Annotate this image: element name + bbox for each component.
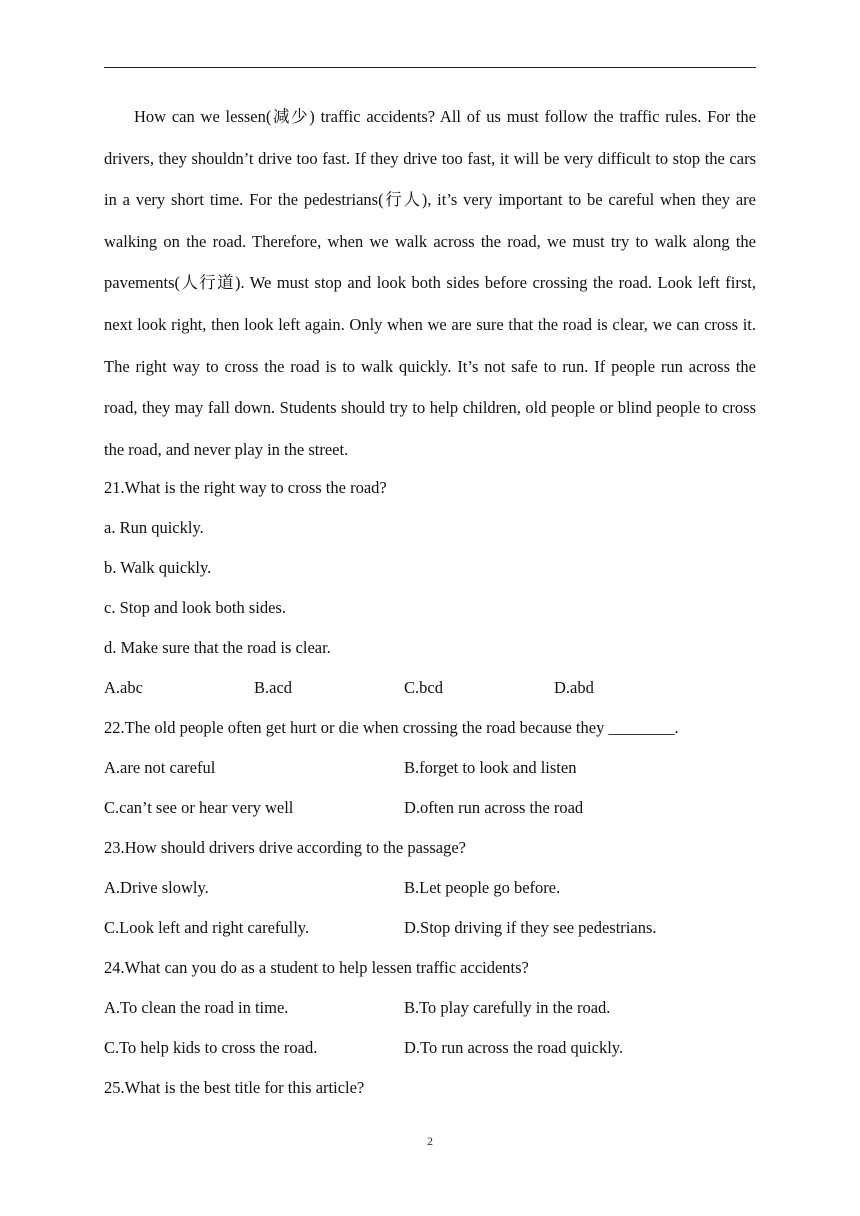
- question-21-stem: 21.What is the right way to cross the road?: [104, 478, 387, 497]
- question-22-stem: 22.The old people often get hurt or die when crossing the road because they ________.: [104, 718, 679, 737]
- question-21-statement-a: a. Run quickly.: [104, 518, 204, 537]
- question-22-option-a: A.are not careful: [104, 758, 216, 777]
- question-22-options-row-2: [104, 788, 756, 828]
- question-21-option-b: B.acd: [254, 678, 293, 697]
- question-21-option-c: C.bcd: [404, 678, 443, 697]
- question-25-stem: 25.What is the best title for this article?: [104, 1078, 365, 1097]
- question-21-statement-c: c. Stop and look both sides.: [104, 598, 286, 617]
- question-21-statement-b: b. Walk quickly.: [104, 558, 212, 577]
- question-24-stem: 24.What can you do as a student to help lessen traffic accidents?: [104, 958, 529, 977]
- question-23-option-b: B.Let people go before.: [404, 878, 561, 897]
- question-21-option-a: A.abc: [104, 678, 143, 697]
- reading-passage: How can we lessen(减少) traffic accidents? All of us must follow the traffic rules. For the drivers, they shouldn’t drive too fast. If they drive too fast, it will be very difficult to stop the cars in a very short time. For the pedestrians(行人), it’s very important to be careful when they are walking on the road. Therefore, when we walk across the road, we must try to walk along the pavements(人行道). We must stop and look both sides before crossing the road. Look left first, next look right, then look left again. Only when we are sure that the road is clear, we can cross it. The right way to cross the road is to walk quickly. It’s not safe to run. If people run across the road, they may fall down. Students should try to help children, old people or blind people to cross the road, and never play in the street.: [104, 107, 756, 459]
- page-number: 2: [427, 1134, 433, 1148]
- question-22-option-c: C.can’t see or hear very well: [104, 798, 294, 817]
- question-24-option-a: A.To clean the road in time.: [104, 998, 289, 1017]
- question-23-option-d: D.Stop driving if they see pedestrians.: [404, 918, 657, 937]
- question-21-options: [104, 668, 756, 708]
- question-23-option-c: C.Look left and right carefully.: [104, 918, 310, 937]
- question-23-stem: 23.How should drivers drive according to the passage?: [104, 838, 466, 857]
- question-21-statement-d: d. Make sure that the road is clear.: [104, 638, 331, 657]
- question-24-option-c: C.To help kids to cross the road.: [104, 1038, 318, 1057]
- question-block: [104, 468, 756, 1108]
- question-24-option-d: D.To run across the road quickly.: [404, 1038, 624, 1057]
- question-22-option-d: D.often run across the road: [404, 798, 584, 817]
- header-rule: [104, 67, 756, 68]
- question-24-options-row-1: [104, 988, 756, 1028]
- question-22-option-b: B.forget to look and listen: [404, 758, 577, 777]
- question-24-option-b: B.To play carefully in the road.: [404, 998, 611, 1017]
- question-23-options-row-1: [104, 868, 756, 908]
- question-22-options-row-1: [104, 748, 756, 788]
- question-23-option-a: A.Drive slowly.: [104, 878, 209, 897]
- question-24-options-row-2: [104, 1028, 756, 1068]
- question-23-options-row-2: [104, 908, 756, 948]
- question-21-option-d: D.abd: [554, 678, 594, 697]
